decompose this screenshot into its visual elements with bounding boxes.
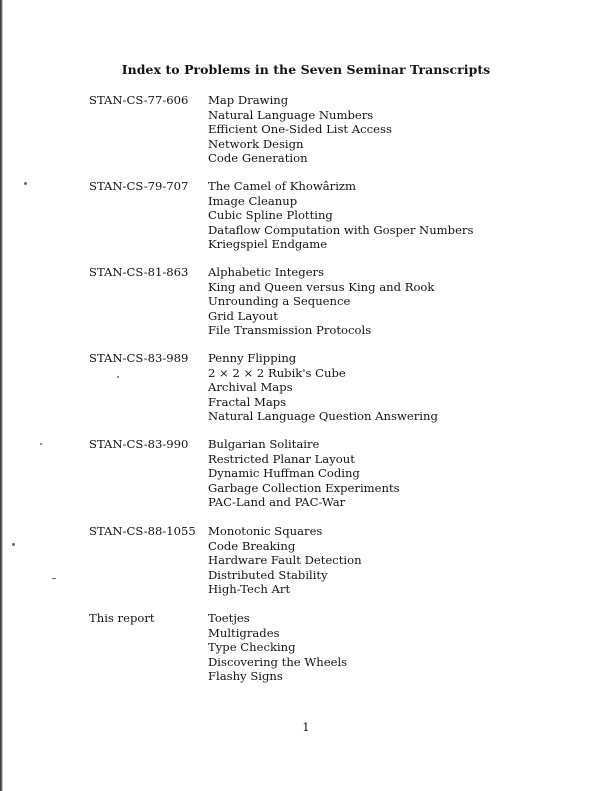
problem-list	[208, 437, 400, 510]
problem-title: Network Design	[208, 136, 304, 151]
problem-title: Bulgarian Solitaire	[208, 437, 320, 451]
problem-title: King and Queen versus King and Rook	[208, 279, 435, 294]
problem-title: Cubic Spline Plotting	[208, 208, 333, 222]
report-number: This report	[89, 611, 155, 625]
problem-title: High-Tech Art	[208, 582, 291, 596]
problem-title: File Transmission Protocols	[208, 323, 372, 337]
scan-speck	[24, 182, 27, 185]
scan-speck	[52, 578, 56, 579]
problem-title: Code Generation	[208, 151, 308, 165]
problem-title: The Camel of Khowârizm	[208, 179, 357, 193]
problem-title: Unrounding a Sequence	[208, 294, 351, 308]
report-number: STAN-CS-83-989	[89, 351, 189, 365]
problem-title: PAC-Land and PAC-War	[208, 495, 346, 509]
problem-title: Hardware Fault Detection	[208, 553, 362, 567]
problem-title: Grid Layout	[208, 308, 278, 323]
problem-title: Restricted Planar Layout	[208, 451, 355, 466]
scan-speck	[40, 443, 42, 445]
problem-title: Code Breaking	[208, 538, 296, 553]
problem-title: Penny Flipping	[208, 351, 297, 365]
problem-title: Type Checking	[208, 640, 296, 654]
problem-title: Distributed Stability	[208, 567, 328, 582]
problem-title: Natural Language Question Answering	[208, 409, 438, 423]
problem-title: Alphabetic Integers	[208, 265, 325, 279]
scan-speck	[117, 376, 119, 378]
problem-title: Natural Language Numbers	[208, 107, 374, 122]
problem-title: Multigrades	[208, 625, 280, 640]
problem-list	[208, 179, 473, 252]
problem-list	[208, 93, 392, 166]
problem-title: Monotonic Squares	[208, 524, 323, 538]
problem-title: 2 × 2 × 2 Rubik's Cube	[208, 365, 346, 380]
problem-title: Dataflow Computation with Gosper Numbers	[208, 222, 474, 237]
page-title: Index to Problems in the Seven Seminar Transcripts	[121, 62, 491, 77]
problem-title: Toetjes	[208, 611, 250, 625]
problem-title: Image Cleanup	[208, 193, 298, 208]
problem-title: Kriegspiel Endgame	[208, 237, 328, 251]
page-edge-shadow	[0, 0, 3, 791]
report-number: STAN-CS-81-863	[89, 265, 189, 279]
problem-list	[208, 611, 347, 684]
problem-title: Garbage Collection Experiments	[208, 480, 400, 495]
problem-title: Discovering the Wheels	[208, 654, 348, 669]
problem-list	[208, 351, 438, 424]
problem-title: Efficient One-Sided List Access	[208, 122, 392, 136]
problem-title: Flashy Signs	[208, 669, 283, 683]
problem-title: Archival Maps	[208, 380, 293, 394]
scan-speck	[12, 543, 15, 546]
report-number: STAN-CS-83-990	[89, 437, 189, 451]
report-number: STAN-CS-77-606	[89, 93, 189, 107]
problem-title: Dynamic Huffman Coding	[208, 466, 360, 480]
report-number: STAN-CS-88-1055	[89, 524, 196, 538]
problem-title: Fractal Maps	[208, 394, 287, 409]
problem-list	[208, 524, 362, 597]
problem-title: Map Drawing	[208, 93, 289, 107]
report-number: STAN-CS-79-707	[89, 179, 189, 193]
page-number: 1	[302, 720, 310, 734]
problem-list	[208, 265, 434, 338]
